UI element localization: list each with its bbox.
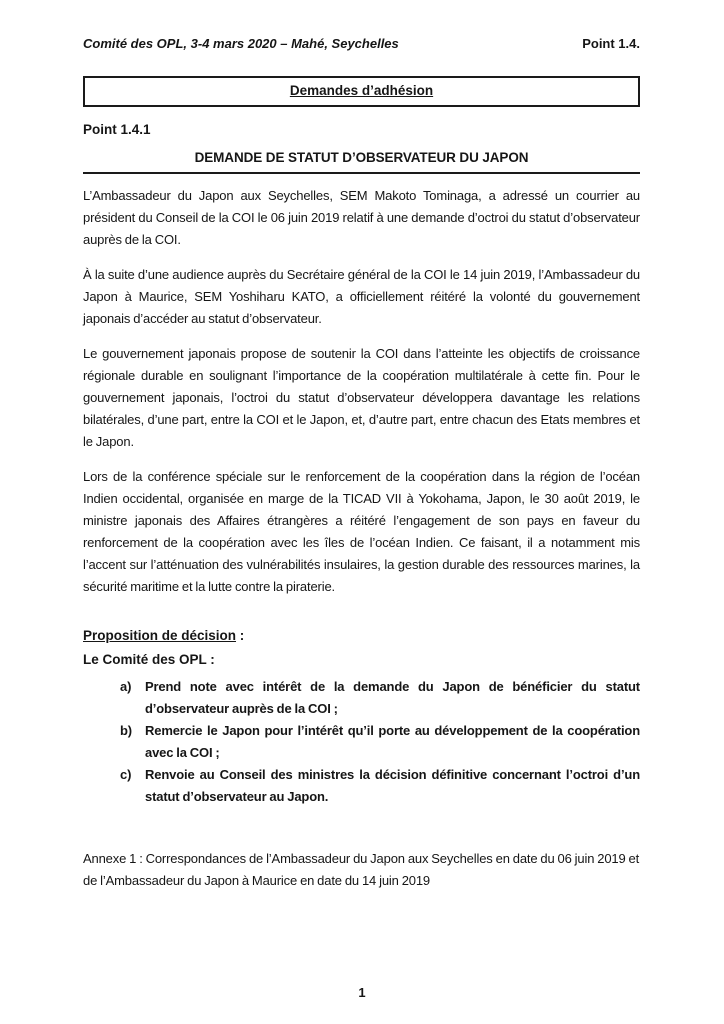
point-label: Point 1.4.1 <box>83 122 151 137</box>
body-paragraph: L’Ambassadeur du Japon aux Seychelles, SEM Makoto Tominaga, a adressé un courrier au président du Conseil de la COI le 06 juin 2019 relatif à une demande d’octroi du statut d’observateur auprès de la COI. <box>83 188 640 247</box>
body-paragraph: À la suite d’une audience auprès du Secrétaire général de la COI le 14 juin 2019, l’Ambassadeur du Japon à Maurice, SEM Yoshiharu KATO, a officiellement réitéré la volonté du gouvernement japonais d’accéder au statut d’observateur. <box>83 267 640 326</box>
list-item-text: Prend note avec intérêt de la demande du Japon de bénéficier du statut d’observateur auprès de la COI ; <box>145 679 640 716</box>
decision-heading-text: Proposition de décision <box>83 628 237 643</box>
body-paragraph: Lors de la conférence spéciale sur le renforcement de la coopération dans la région de l’océan Indien occidental, organisée en marge de la TICAD VII à Yokohama, Japon, le 30 août 2019, le ministre japonais des Affaires étrangères a réitéré l’engagement de son pays en faveur du renforcement de la coopération avec les îles de l’océan Indien. Ce faisant, il a notamment mis l’accent sur l’atténuation des vulnérabilités insulaires, la gestion durable des ressources marines, la sécurité maritime et la lutte contre la piraterie. <box>83 469 640 594</box>
header-point-ref: Point 1.4. <box>582 36 640 51</box>
section-title-box <box>83 76 640 107</box>
decision-heading-colon: : <box>236 628 245 643</box>
decision-item-b <box>83 720 640 764</box>
page-header <box>83 36 640 51</box>
document-body <box>83 185 640 598</box>
decision-list <box>83 676 640 808</box>
list-marker: b) <box>120 723 132 738</box>
list-marker: a) <box>120 679 132 694</box>
page-number: 1 <box>358 985 366 1000</box>
section-title: Demandes d’adhésion <box>289 83 434 98</box>
committee-line: Le Comité des OPL : <box>83 652 215 667</box>
decision-item-a <box>83 676 640 720</box>
annex-note: Annexe 1 : Correspondances de l’Ambassadeur du Japon aux Seychelles en date du 06 juin 2019 et de l’Ambassadeur du Japon à Maurice en date du 14 juin 2019 <box>83 851 640 888</box>
decision-heading <box>83 628 640 643</box>
list-marker: c) <box>120 767 132 782</box>
list-item-text: Remercie le Japon pour l’intérêt qu’il porte au développement de la coopération avec la COI ; <box>145 723 640 760</box>
list-item-text: Renvoie au Conseil des ministres la décision définitive concernant l’octroi d’un statut d’observateur au Japon. <box>145 767 640 804</box>
decision-item-c <box>83 764 640 808</box>
document-title: DEMANDE DE STATUT D’OBSERVATEUR DU JAPON <box>83 150 640 174</box>
body-paragraph: Le gouvernement japonais propose de soutenir la COI dans l’atteinte les objectifs de croissance régionale durable en soulignant l’importance de la coopération multilatérale à cette fin. Pour le gouvernement japonais, l’octroi du statut d’observateur développera davantage les relations bilatérales, d’une part, entre la COI et le Japon, et, d’autre part, entre chacun des Etats membres et le Japon. <box>83 346 640 449</box>
header-meeting-info: Comité des OPL, 3-4 mars 2020 – Mahé, Seychelles <box>83 36 399 51</box>
